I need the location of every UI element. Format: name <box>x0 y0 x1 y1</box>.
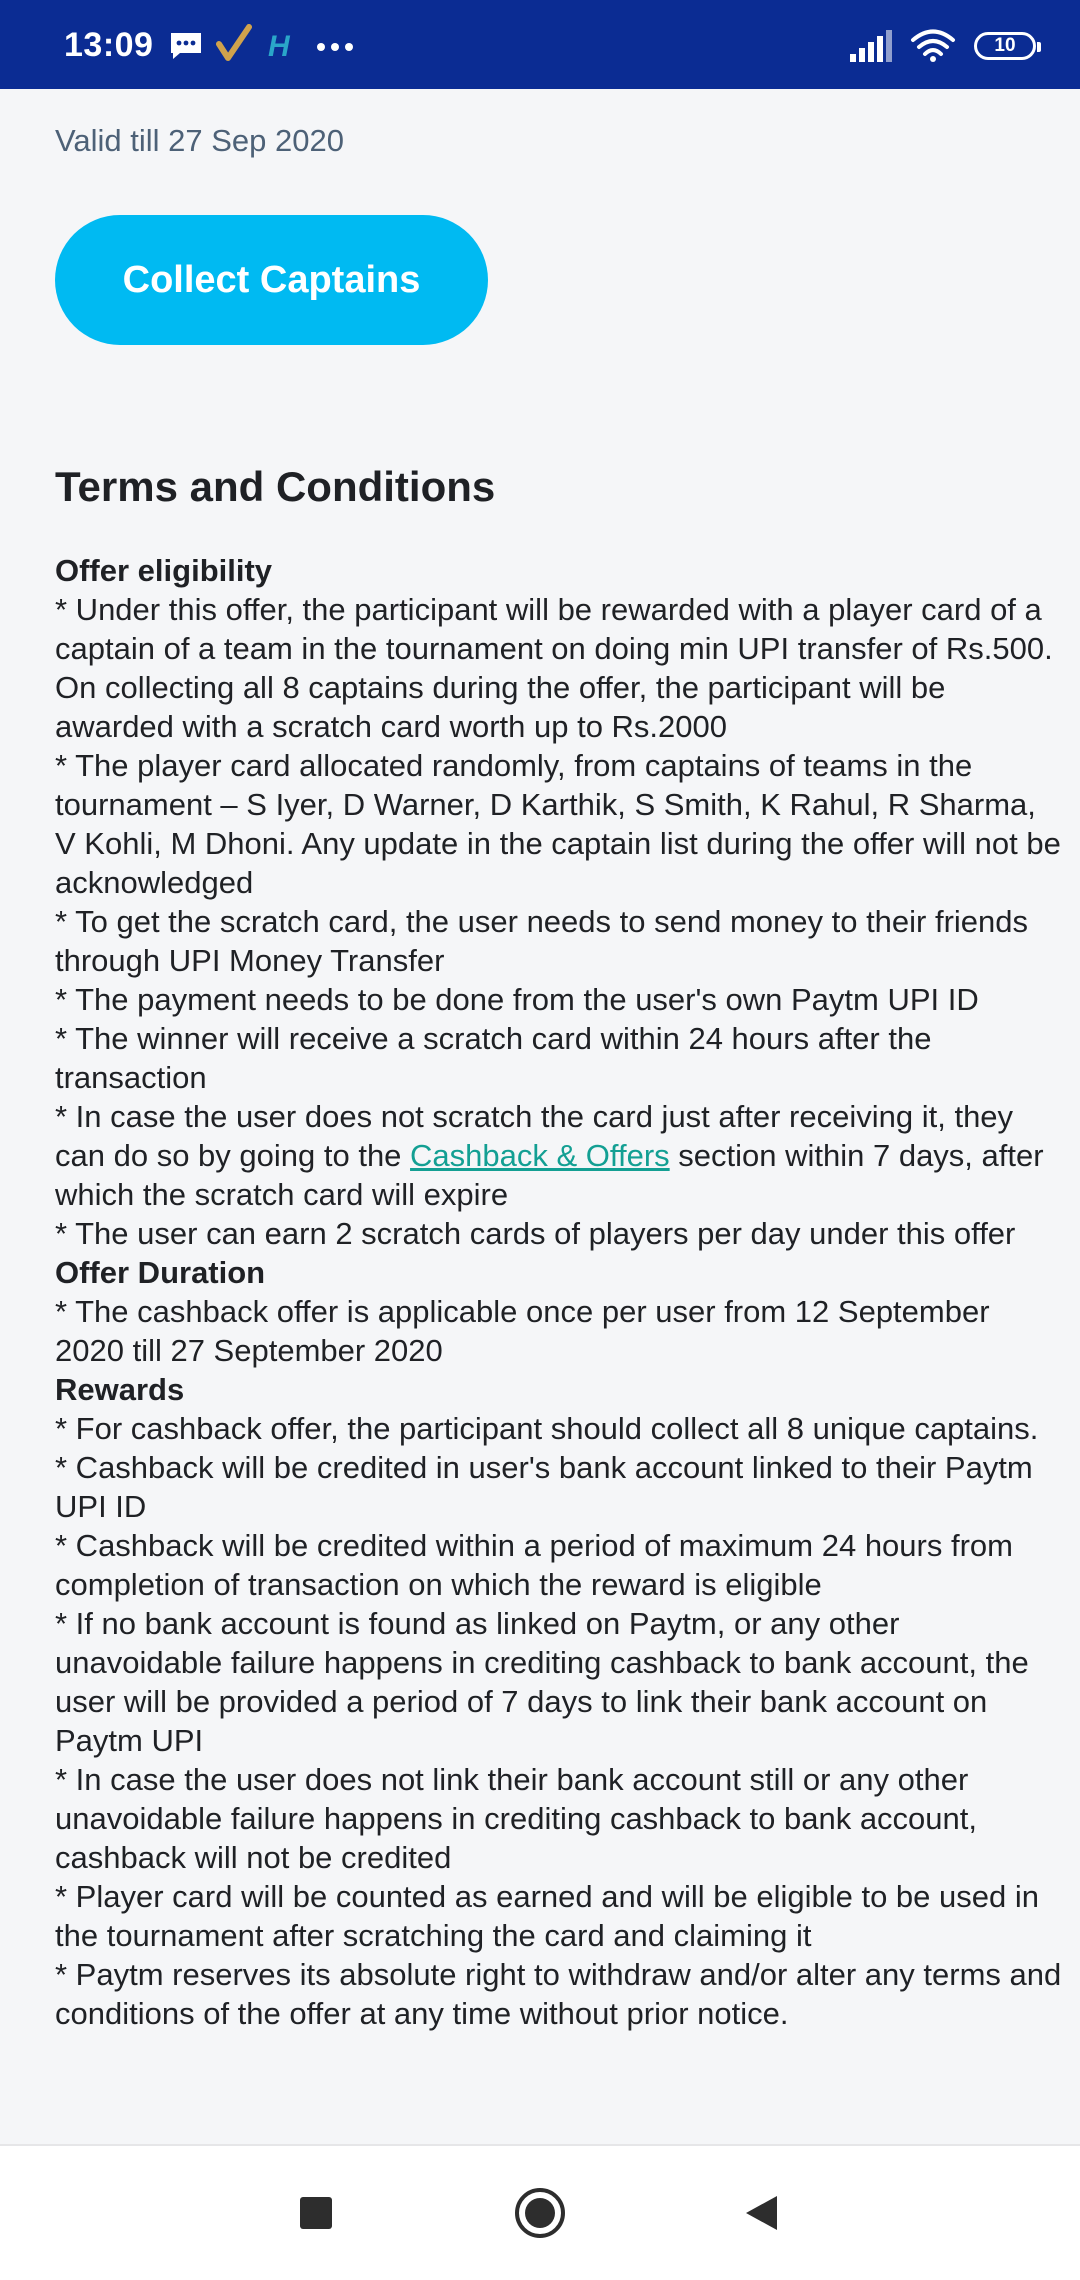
term-item: * Paytm reserves its absolute right to withdraw and/or alter any terms and conditions of the offer at any time without prior notice. <box>55 1957 1062 2031</box>
term-item: * If no bank account is found as linked on Paytm, or any other unavoidable failure happens in crediting cashback to bank account, the user will be provided a period of 7 days to link their bank account on Paytm UPI <box>55 1606 1029 1758</box>
battery-icon <box>974 32 1036 60</box>
term-item: * Player card will be counted as earned and will be eligible to be used in the tournament after scratching the card and claiming it <box>55 1879 1039 1953</box>
back-icon <box>741 2193 781 2233</box>
offer-content <box>55 89 1065 2033</box>
term-item: * The player card allocated randomly, from captains of teams in the tournament – S Iyer, D Warner, D Karthik, S Smith, K Rahul, R Sharma, V Kohli, M Dhoni. Any update in the captain list during the offer will not be acknowledged <box>55 748 1061 900</box>
term-item: * In case the user does not link their bank account still or any other unavoidable failure happens in crediting cashback to bank account, cashback will not be credited <box>55 1762 978 1875</box>
eligibility-heading: Offer eligibility <box>55 553 273 588</box>
wifi-icon <box>910 29 956 63</box>
terms-body <box>55 551 1065 2033</box>
check-icon <box>216 24 252 64</box>
valid-till-text: Valid till 27 Sep 2020 <box>55 123 344 158</box>
h-icon <box>266 28 300 62</box>
rewards-heading: Rewards <box>55 1372 185 1407</box>
back-button[interactable] <box>726 2178 796 2248</box>
status-bar <box>0 0 1080 89</box>
term-item: * Cashback will be credited in user's bank account linked to their Paytm UPI ID <box>55 1450 1033 1524</box>
message-icon <box>168 30 204 62</box>
duration-heading: Offer Duration <box>55 1255 266 1290</box>
battery-level: 10 <box>994 35 1016 56</box>
terms-title: Terms and Conditions <box>55 463 496 510</box>
status-time: 13:09 <box>64 26 154 64</box>
term-item: * Under this offer, the participant will be rewarded with a player card of a captain of a team in the tournament on doing min UPI transfer of Rs.500. On collecting all 8 captains during the offer, the participant will be awarded with a scratch card worth up to Rs.2000 <box>55 592 1053 744</box>
term-item: * For cashback offer, the participant should collect all 8 unique captains. <box>55 1411 1039 1446</box>
term-text: * In case the user does not scratch the card just after receiving it, they can do so by going to the <box>55 1099 1014 1173</box>
recents-button[interactable] <box>281 2178 351 2248</box>
more-icon <box>316 42 356 52</box>
signal-icon <box>848 30 892 62</box>
term-item: * Cashback will be credited within a period of maximum 24 hours from completion of transaction on which the reward is eligible <box>55 1528 1013 1602</box>
term-item: * The cashback offer is applicable once per user from 12 September 2020 till 27 September 2020 <box>55 1294 990 1368</box>
svg-text:H: H <box>268 30 290 62</box>
term-item: * To get the scratch card, the user needs to send money to their friends through UPI Money Transfer <box>55 904 1029 978</box>
home-icon <box>512 2185 568 2241</box>
term-item: * The winner will receive a scratch card within 24 hours after the transaction <box>55 1021 932 1095</box>
navigation-bar <box>0 2144 1080 2280</box>
collect-captains-button[interactable]: Collect Captains <box>55 215 488 345</box>
recents-icon <box>296 2193 336 2233</box>
term-item: * The user can earn 2 scratch cards of players per day under this offer <box>55 1216 1016 1251</box>
term-item <box>55 1097 1065 1214</box>
home-button[interactable] <box>505 2178 575 2248</box>
cashback-offers-link[interactable]: Cashback & Offers <box>410 1138 670 1173</box>
term-item: * The payment needs to be done from the user's own Paytm UPI ID <box>55 982 979 1017</box>
term-text: section within 7 days, after which the scratch card will expire <box>55 1138 1044 1212</box>
